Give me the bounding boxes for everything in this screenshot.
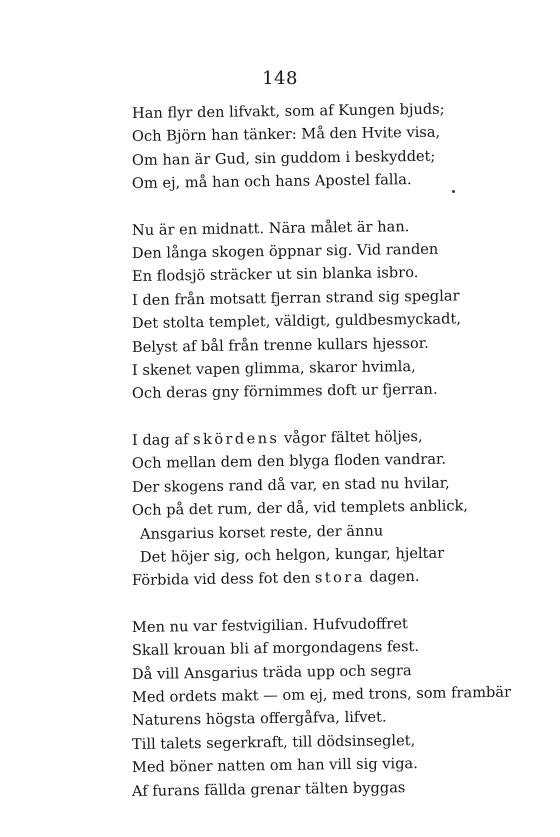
poem-line: Det höjer sig, och helgon, kungar, hjeltar [139,544,445,566]
spaced-emphasis: stora [314,569,365,587]
spaced-emphasis: skördens [193,429,280,449]
line-segment: dagen. [364,568,420,587]
poem-line: Och på det rum, der då, vid templets anblick, [131,497,469,520]
poem-line: Då vill Ansgarius träda upp och segra [131,661,412,683]
poem-line: Det stolta templet, väldigt, guldbesmyckadt, [131,310,462,333]
stanza [132,616,552,803]
poem-line: Men nu var festvigilian. Hufvudoffret [131,614,408,636]
poem-line: I skenet vapen glimma, skaror hvimla, [131,358,416,380]
stanza [132,102,552,196]
poem-line: Om ej, må han och hans Apostel falla. [131,171,412,193]
poem-text [132,102,552,826]
page-number: 148 [262,68,298,89]
line-segment: vågor fältet höljes, [279,427,423,447]
poem-line: Nu är en midnatt. Nära målet är han. [131,217,410,239]
poem-line: En flodsjö sträcker ut sin blanka isbro. [131,264,419,286]
poem-line: Ansgarius korset reste, der ännu [139,521,384,543]
poem-line: Af furans fällda grenar tälten byggas [131,778,406,800]
poem-line: Om han är Gud, sin guddom i beskyddet; [131,147,436,169]
stanza [132,429,552,593]
poem-line: Naturens högsta offergåfva, lifvet. [131,708,387,730]
poem-line: Belyst af bål från trenne kullars hjessor. [131,334,429,356]
poem-line: I den från motsatt fjerran strand sig speglar [131,287,460,309]
poem-line: Och Björn han tänker: Må den Hvite visa, [131,124,441,146]
poem-line: Och deras gny förnimmes doft ur fjerran. [131,381,438,403]
stanza [132,219,552,406]
poem-line: Han flyr den lifvakt, som af Kungen bjuds; [131,100,445,122]
poem-line: Med ordets makt — om ej, med trons, som frambär [131,683,512,706]
poem-line: Till talets segerkraft, till dödsinseglet, [131,731,416,753]
line-segment: Förbida vid dess fot den [131,569,316,590]
poem-line: Och mellan dem den blyga floden vandrar. [131,450,447,473]
poem-line: Skall krouan bli af morgondagens fest. [131,638,420,660]
poem-line: Med böner natten om han vill sig viga. [131,755,418,777]
ink-speck [452,190,455,193]
poem-line: Den långa skogen öppnar sig. Vid randen [131,240,439,263]
poem-line: Der skogens rand då var, en stad nu hvilar, [131,474,450,496]
line-segment: I dag af [131,431,194,449]
poem-line [132,563,552,592]
